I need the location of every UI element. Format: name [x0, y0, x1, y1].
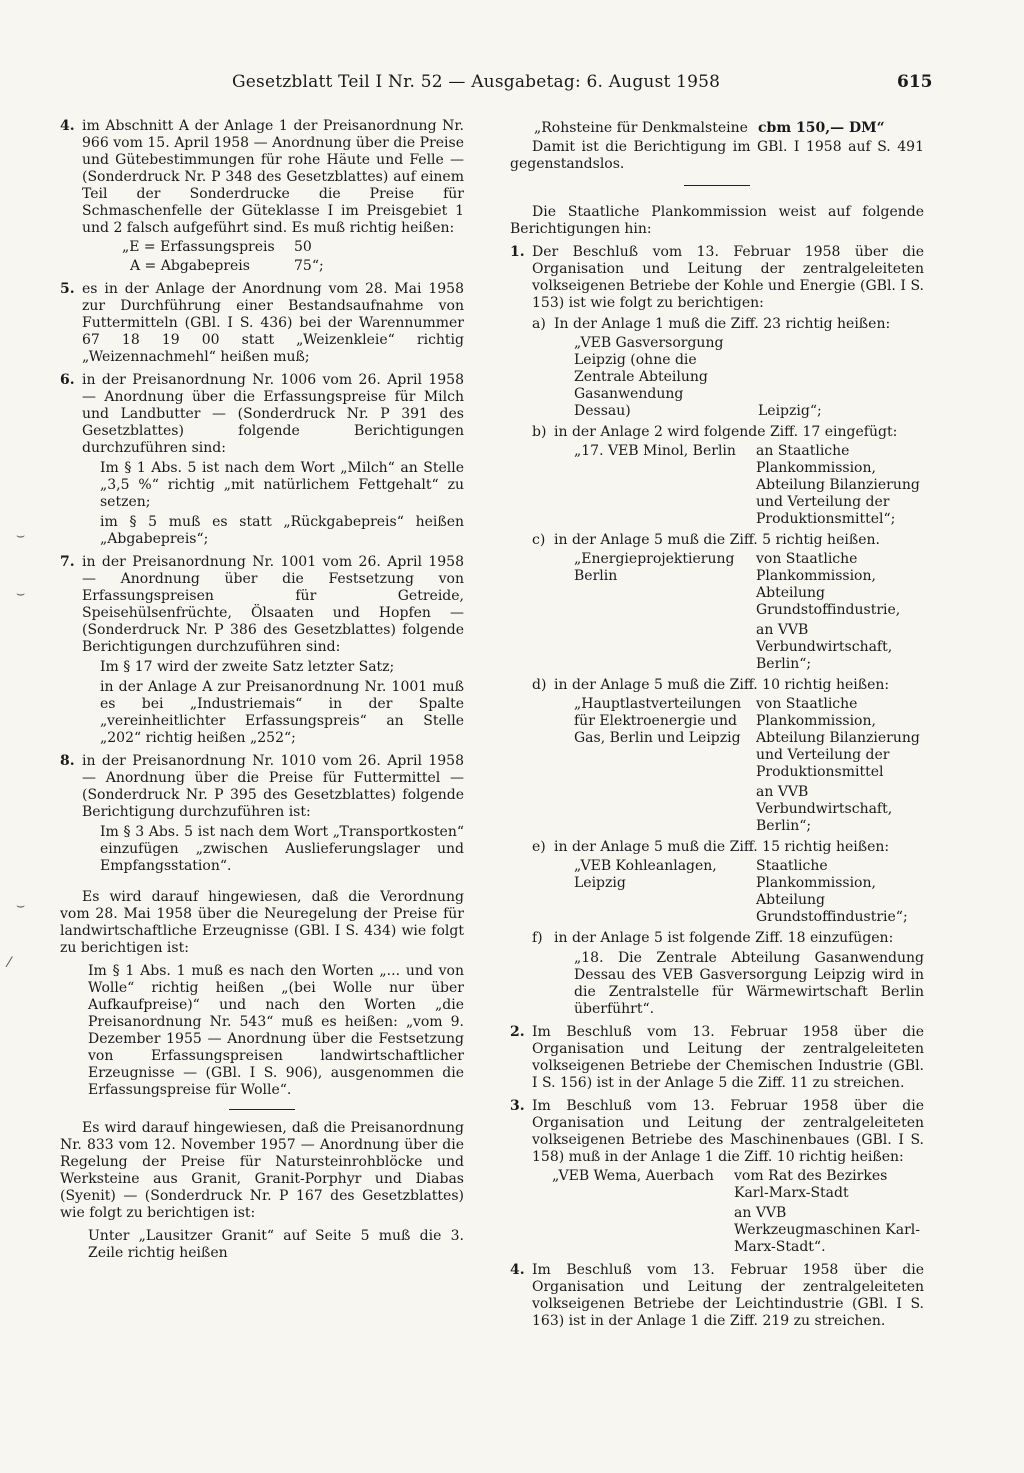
sub-item-text: in der Anlage 5 muß die Ziff. 15 richtig heißen:: [554, 839, 890, 855]
sub-item: [532, 316, 924, 420]
price-row: [122, 239, 464, 256]
assignment-left: „VEB Gasversorgung Leipzig (ohne die Zentrale Abteilung Gasanwendung Dessau): [574, 335, 724, 419]
assignment-right: Staatliche Plankommission, Abteilung Grundstoffindustrie“;: [756, 858, 908, 925]
assignment-right: an Staatliche Plankommission, Abteilung Bilanzierung und Verteilung der Produktionsmittel“;: [756, 443, 920, 527]
left-column: [60, 118, 464, 1266]
item-number: 4.: [510, 1262, 525, 1278]
sub-item: [532, 677, 924, 835]
item-text: es in der Anlage der Anordnung vom 28. Mai 1958 zur Durchführung einer Bestandsaufnahme von Futtermitteln (GBl. I S. 436) bei der Warennummer 67 18 19 00 statt „Weizenkleie“ richtig „Weizennachmehl“ heißen muß;: [82, 281, 464, 365]
item-number: 1.: [510, 244, 525, 260]
sub-item-text: in der Anlage 2 wird folgende Ziff. 17 eingefügt:: [554, 424, 898, 440]
assignment-right: Leipzig“;: [758, 403, 822, 419]
sub-item: [532, 424, 924, 528]
list-item: [510, 244, 924, 1018]
item-number: 4.: [60, 118, 75, 134]
assignment-left: „Energieprojektierung Berlin: [574, 551, 735, 584]
list-item: [60, 372, 464, 548]
correction-text: Im § 17 wird der zweite Satz letzter Satz;: [100, 659, 395, 675]
sub-item-label: c): [532, 532, 546, 548]
sub-item-label: d): [532, 677, 547, 693]
item-number: 7.: [60, 554, 75, 570]
margin-mark-icon: ⌣: [16, 898, 26, 914]
assignment-row: [574, 335, 924, 420]
item-text: in der Preisanordnung Nr. 1010 vom 26. April 1958 — Anordnung über die Preise für Futtermittel — (Sonderdruck Nr. P 395 des Gesetzblattes) folgende Berichtigung durchzuführen ist:: [82, 753, 464, 820]
price-label: A = Abgabepreis: [130, 258, 250, 274]
divider: [229, 1109, 295, 1110]
correction-text: im § 5 muß es statt „Rückgabepreis“ heißen „Abgabepreis“;: [100, 514, 464, 547]
correction-text: Im § 1 Abs. 5 ist nach dem Wort „Milch“ an Stelle „3,5 %“ richtig „mit natürlichem Fettgehalt“ zu setzen;: [100, 460, 464, 510]
assignment-row: [574, 551, 924, 673]
margin-mark-icon: ⌣: [16, 586, 26, 602]
item-number: 5.: [60, 281, 75, 297]
assignment-row: [574, 443, 924, 528]
running-header: [0, 74, 1024, 96]
sub-item-label: b): [532, 424, 547, 440]
item-text: im Abschnitt A der Anlage 1 der Preisanordnung Nr. 966 vom 15. April 1958 — Anordnung über die Preise und Gütebestimmungen für rohe Häute und Felle — (Sonderdruck Nr. P 348 des Gesetzblattes) auf einem Teil der Sonderdrucke die Preise für Schmaschenfelle der Güteklasse I im Preisgebiet 1 und 2 falsch aufgeführt sind. Es muß richtig heißen:: [82, 118, 464, 236]
quoted-correction: Im § 1 Abs. 1 muß es nach den Worten „... und von Wolle“ richtig heißen „(bei Wolle nur über Aufkaufpreise)“ und nach den Worten „die Preisanordnung Nr. 543“ muß es heißen: „vom 9. Dezember 1955 — Anordnung über die Festsetzung von Erfassungspreisen landwirtschaftlicher Erzeugnisse — (GBl. I S. 906), ausgenommen die Erfassungspreise für Wolle“.: [88, 963, 464, 1098]
list-item: [510, 1098, 924, 1256]
sub-item: [532, 930, 924, 1018]
running-title: Gesetzblatt Teil I Nr. 52 — Ausgabetag: 6. August 1958: [232, 72, 721, 92]
item-text: in der Preisanordnung Nr. 1001 vom 26. April 1958 — Anordnung über die Festsetzung von Erfassungspreisen für Getreide, Speisehülsenfrüchte, Ölsaaten und Hopfen — (Sonderdruck Nr. P 386 des Gesetzblattes) folgende Berichtigungen durchzuführen sind:: [82, 554, 464, 655]
item-number: 6.: [60, 372, 75, 388]
price-value: 50: [294, 239, 312, 255]
price-value: 75“;: [294, 258, 324, 274]
rohsteine-row: [534, 120, 924, 137]
divider: [684, 185, 750, 186]
paragraph: Damit ist die Berichtigung im GBl. I 1958 auf S. 491 gegenstandslos.: [510, 139, 924, 172]
assignment-row: [552, 1168, 924, 1256]
item-text: Der Beschluß vom 13. Februar 1958 über die Organisation und Leitung der zentralgeleiteten volkseigenen Betriebe der Kohle und Energie (GBl. I S. 153) ist wie folgt zu berichtigen:: [532, 244, 924, 311]
list-item: [60, 753, 464, 875]
assignment-row: [574, 696, 924, 835]
price-label: „E = Erfassungspreis: [122, 239, 275, 255]
sub-item-text: in der Anlage 5 muß die Ziff. 10 richtig heißen:: [554, 677, 890, 693]
sub-item-label: e): [532, 839, 546, 855]
sub-item: [532, 839, 924, 926]
sub-item-text: in der Anlage 5 ist folgende Ziff. 18 einzufügen:: [554, 930, 894, 946]
item-text: Im Beschluß vom 13. Februar 1958 über die Organisation und Leitung der zentralgeleiteten volkseigenen Betriebe der Leichtindustrie (GBl. I S. 163) ist in der Anlage 1 die Ziff. 219 zu streichen.: [532, 1262, 924, 1329]
assignment-left: „VEB Kohleanlagen, Leipzig: [574, 858, 717, 891]
quoted-insertion: „18. Die Zentrale Abteilung Gasanwendung Dessau des VEB Gasversorgung Leipzig wird in die Zentralstelle für Wärmewirtschaft Berlin überführt“.: [574, 950, 924, 1017]
page-number: 615: [897, 72, 933, 92]
paragraph: Die Staatliche Plankommission weist auf folgende Berichtigungen hin:: [510, 204, 924, 237]
quoted-correction: Unter „Lausitzer Granit“ auf Seite 5 muß die 3. Zeile richtig heißen: [88, 1228, 464, 1261]
list-item: [510, 1262, 924, 1330]
assignment-from: von Staatliche Plankommission, Abteilung Grundstoffindustrie,: [756, 551, 901, 618]
margin-mark-icon: ⁄: [8, 955, 11, 971]
item-text: Im Beschluß vom 13. Februar 1958 über die Organisation und Leitung der zentralgeleiteten volkseigenen Betriebe des Maschinenbaues (GBl. I S. 158) muß in der Anlage 1 die Ziff. 10 richtig heißen:: [532, 1098, 924, 1165]
assignment-left: „Hauptlastverteilungen für Elektroenergie und Gas, Berlin und Leipzig: [574, 696, 742, 746]
right-column: [510, 118, 924, 1336]
assignment-from: vom Rat des Bezirkes Karl-Marx-Stadt: [734, 1168, 888, 1201]
paragraph: Es wird darauf hingewiesen, daß die Preisanordnung Nr. 833 vom 12. November 1957 — Anordnung über die Regelung der Preise für Natursteinrohblöcke und Werksteine aus Granit, Granit-Porphyr und Diabas (Syenit) — (Sonderdruck Nr. P 167 des Gesetzblattes) wie folgt zu berichtigen ist:: [60, 1120, 464, 1221]
price-row: [130, 258, 464, 275]
margin-mark-icon: ⌣: [16, 528, 26, 544]
sub-item: [532, 532, 924, 673]
sub-item-text: In der Anlage 1 muß die Ziff. 23 richtig heißen:: [554, 316, 891, 332]
assignment-row: [574, 858, 924, 926]
list-item: [510, 1024, 924, 1092]
assignment-to: an VVB Verbundwirtschaft, Berlin“;: [756, 622, 893, 672]
correction-text: Im § 3 Abs. 5 ist nach dem Wort „Transportkosten“ einzufügen „zwischen Auslieferungslager und Empfangsstation“.: [100, 824, 464, 874]
list-item: [60, 118, 464, 275]
assignment-from: von Staatliche Plankommission, Abteilung Bilanzierung und Verteilung der Produktionsmittel: [756, 696, 920, 780]
sub-item-label: f): [532, 930, 543, 946]
sub-item-label: a): [532, 316, 546, 332]
rohsteine-label: „Rohsteine für Denkmalsteine: [534, 120, 748, 136]
list-item: [60, 281, 464, 366]
item-number: 2.: [510, 1024, 525, 1040]
assignment-left: „17. VEB Minol, Berlin: [574, 443, 736, 459]
sub-item-text: in der Anlage 5 muß die Ziff. 5 richtig heißen.: [554, 532, 880, 548]
item-number: 8.: [60, 753, 75, 769]
list-item: [60, 554, 464, 747]
correction-text: in der Anlage A zur Preisanordnung Nr. 1001 muß es bei „Industriemais“ in der Spalte „vereinheitlichter Erfassungspreis“ an Stelle „202“ richtig heißen „252“;: [100, 679, 464, 746]
item-text: in der Preisanordnung Nr. 1006 vom 26. April 1958 — Anordnung über die Erfassungspreise für Milch und Landbutter — (Sonderdruck Nr. P 391 des Gesetzblattes) folgende Berichtigungen durchzuführen sind:: [82, 372, 464, 456]
item-text: Im Beschluß vom 13. Februar 1958 über die Organisation und Leitung der zentralgeleiteten volkseigenen Betriebe der Chemischen Industrie (GBl. I S. 156) ist in der Anlage 5 die Ziff. 11 zu streichen.: [532, 1024, 924, 1091]
rohsteine-value: cbm 150,— DM“: [758, 120, 885, 136]
item-number: 3.: [510, 1098, 525, 1114]
paragraph: Es wird darauf hingewiesen, daß die Verordnung vom 28. Mai 1958 über die Neuregelung der Preise für landwirtschaftliche Erzeugnisse (GBl. I S. 434) wie folgt zu berichtigen ist:: [60, 889, 464, 956]
assignment-left: „VEB Wema, Auerbach: [552, 1168, 714, 1184]
assignment-to: an VVB Verbundwirtschaft, Berlin“;: [756, 784, 893, 834]
assignment-to: an VVB Werkzeugmaschinen Karl-Marx-Stadt“.: [734, 1205, 920, 1255]
